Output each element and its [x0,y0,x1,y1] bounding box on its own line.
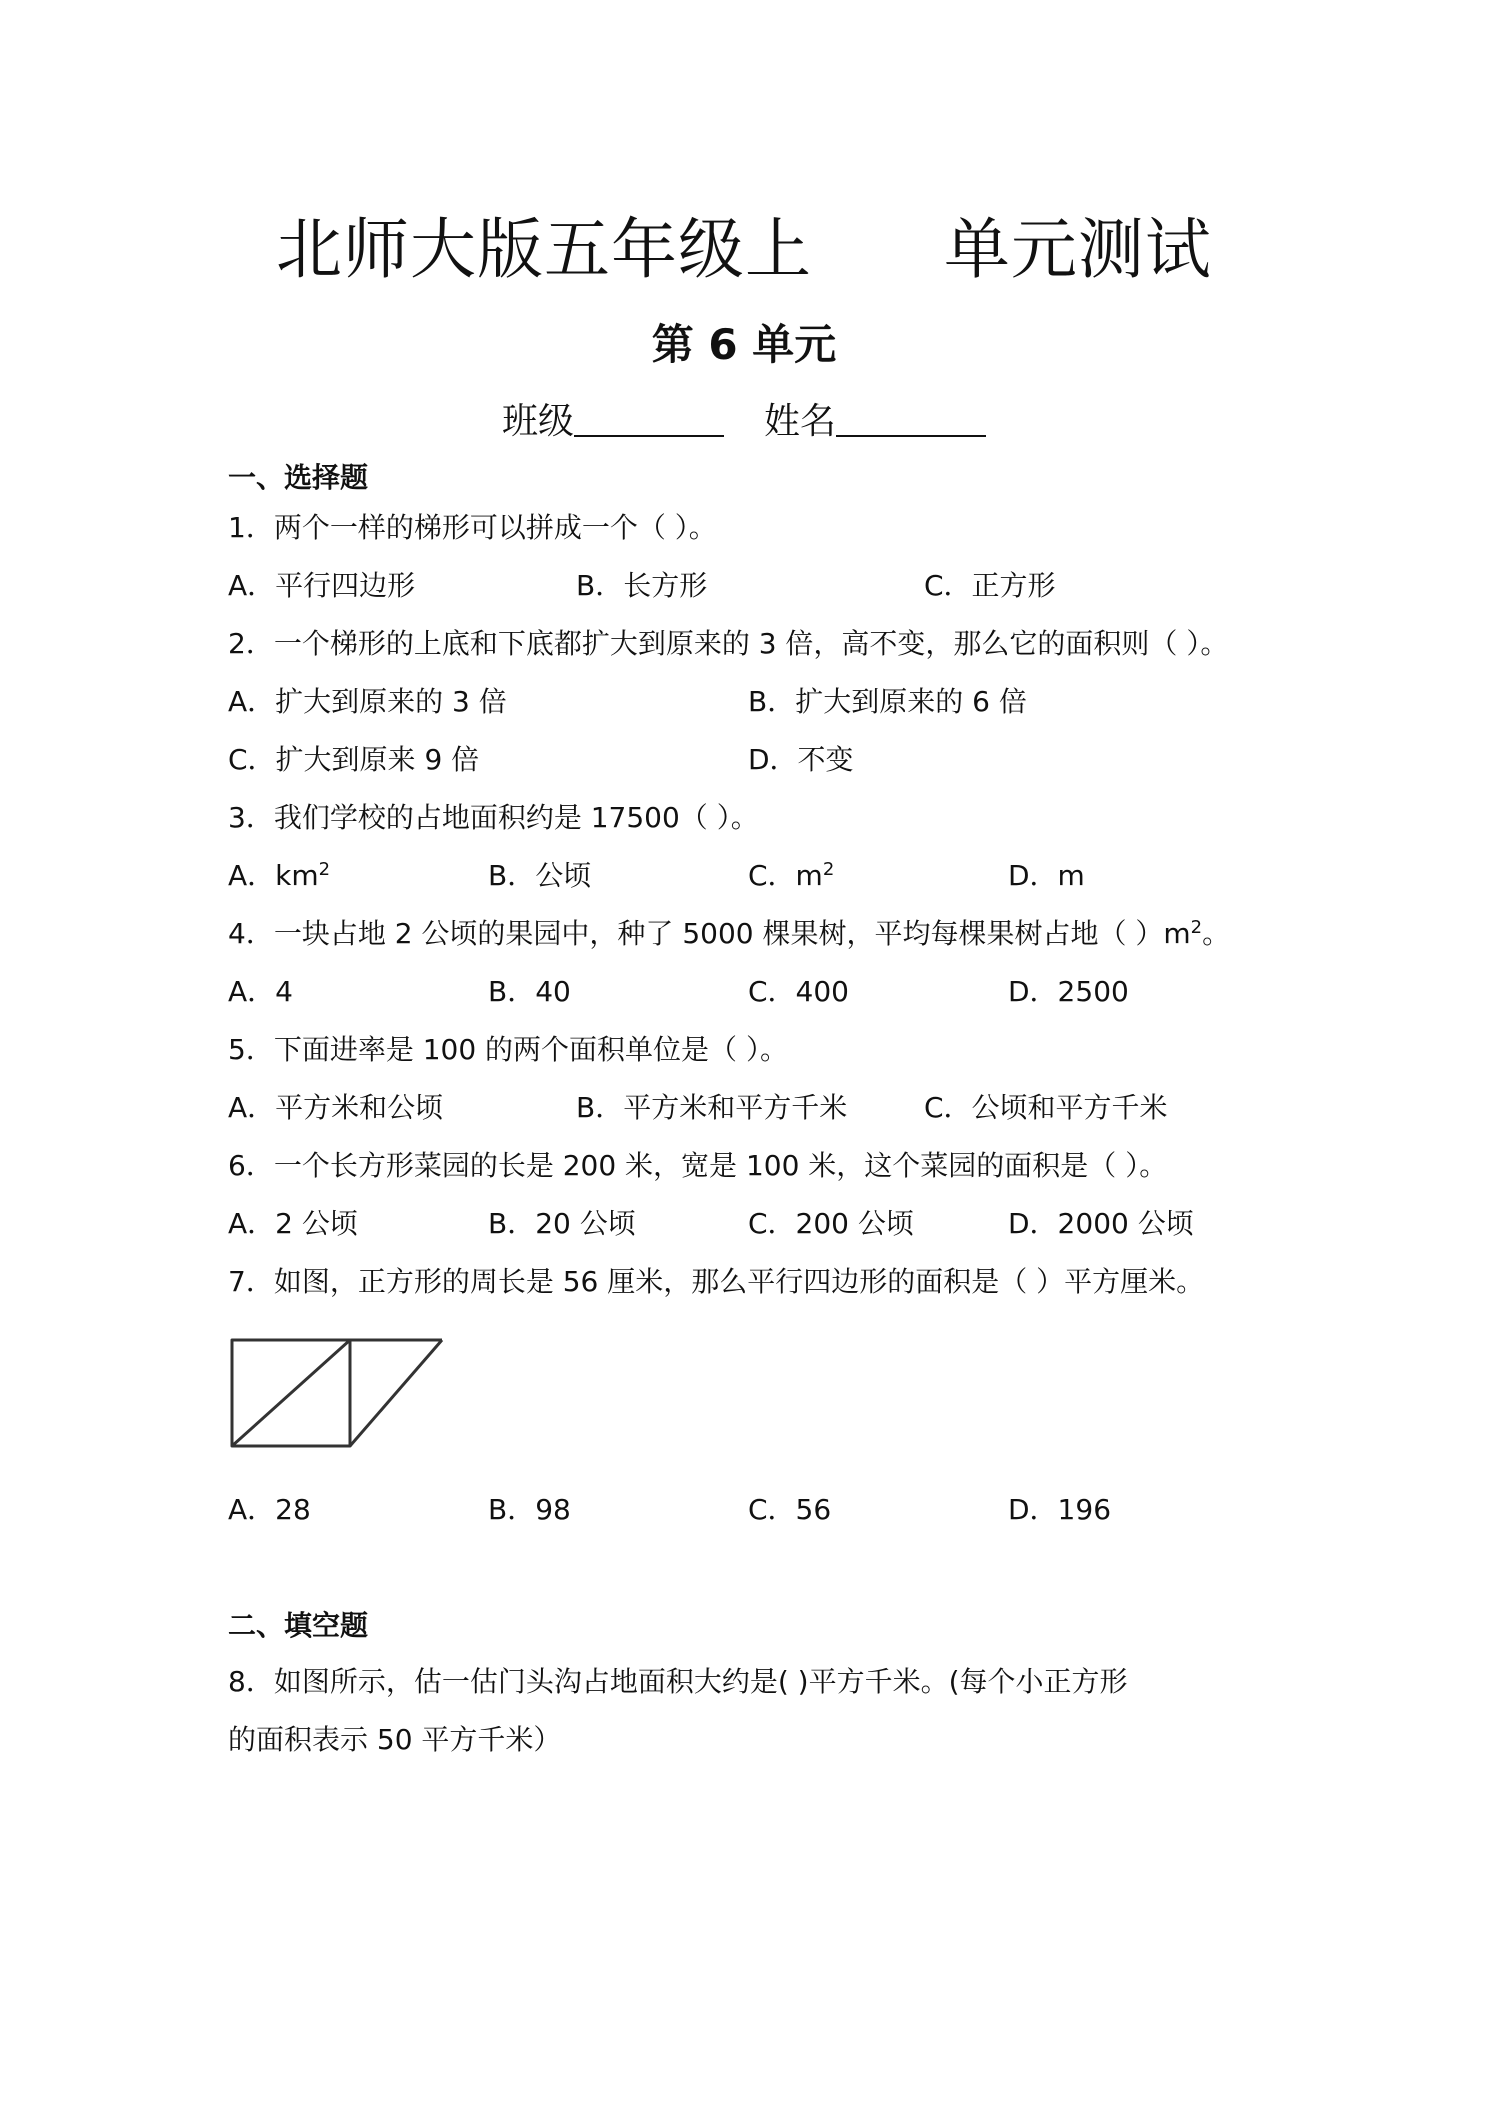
question-4: 4．一块占地 2 公顷的果园中，种了 5000 棵果树，平均每棵果树占地（ ）$m^2$。 [228,917,1231,950]
question-1: 1．两个一样的梯形可以拼成一个（ ）。 [228,511,717,544]
section-2-title: 二、填空题 [228,1609,369,1642]
q4-option-b: B．40 [488,975,571,1008]
q6-option-d: D．2000 公顷 [1008,1207,1194,1240]
q7-option-d: D．196 [1008,1493,1112,1526]
question-2: 2．一个梯形的上底和下底都扩大到原来的 3 倍，高不变，那么它的面积则（ ）。 [228,627,1229,660]
q4-option-a: A．4 [228,975,293,1008]
q6-option-a: A．2 公顷 [228,1207,358,1240]
q1-option-c: C．正方形 [924,569,1056,602]
class-label: 班级 [501,401,574,442]
class-blank [574,399,724,437]
question-8-line-1: 8．如图所示，估一估门头沟占地面积大约是( )平方千米。(每个小正方形 [228,1665,1128,1698]
name-blank [836,399,986,437]
square-diagonal [232,1340,350,1446]
unit-subtitle: 第 6 单元 [651,320,837,369]
q6-option-c: C．200 公顷 [748,1207,914,1240]
page-title: 北师大版五年级上 单元测试 [276,211,1212,288]
question-6: 6．一个长方形菜园的长是 200 米，宽是 100 米，这个菜园的面积是（ ）。 [228,1149,1168,1182]
q2-option-a: A．扩大到原来的 3 倍 [228,685,507,718]
q4-option-d: D．2500 [1008,975,1129,1008]
q7-option-c: C．56 [748,1493,832,1526]
q2-option-d: D．不变 [748,743,854,776]
question-8-line-2: 的面积表示 50 平方千米） [228,1723,562,1756]
question-7: 7．如图，正方形的周长是 56 厘米，那么平行四边形的面积是（ ）平方厘米。 [228,1265,1205,1298]
q5-option-a: A．平方米和公顷 [228,1091,444,1124]
q5-option-b: B．平方米和平方千米 [576,1091,848,1124]
q7-option-b: B．98 [488,1493,571,1526]
square-parallelogram-figure [228,1336,448,1452]
student-info-line [0,393,1488,444]
parallelogram-right-edge [350,1340,442,1446]
q2-option-c: C．扩大到原来 9 倍 [228,743,480,776]
q3-option-b: B．公顷 [488,859,592,892]
q3-option-a: A．$km^2$ [228,859,331,892]
question-3: 3．我们学校的占地面积约是 17500（ ）。 [228,801,759,834]
section-1-title: 一、选择题 [228,461,369,494]
q5-option-c: C．公顷和平方千米 [924,1091,1168,1124]
q1-option-b: B．长方形 [576,569,708,602]
q1-option-a: A．平行四边形 [228,569,416,602]
q6-option-b: B．20 公顷 [488,1207,636,1240]
q4-option-c: C．400 [748,975,849,1008]
q3-option-c: C．$m^2$ [748,859,835,892]
q2-option-b: B．扩大到原来的 6 倍 [748,685,1027,718]
q3-option-d: D．m [1008,859,1085,892]
q7-option-a: A．28 [228,1493,311,1526]
question-5: 5．下面进率是 100 的两个面积单位是（ ）。 [228,1033,788,1066]
name-label: 姓名 [764,401,837,442]
